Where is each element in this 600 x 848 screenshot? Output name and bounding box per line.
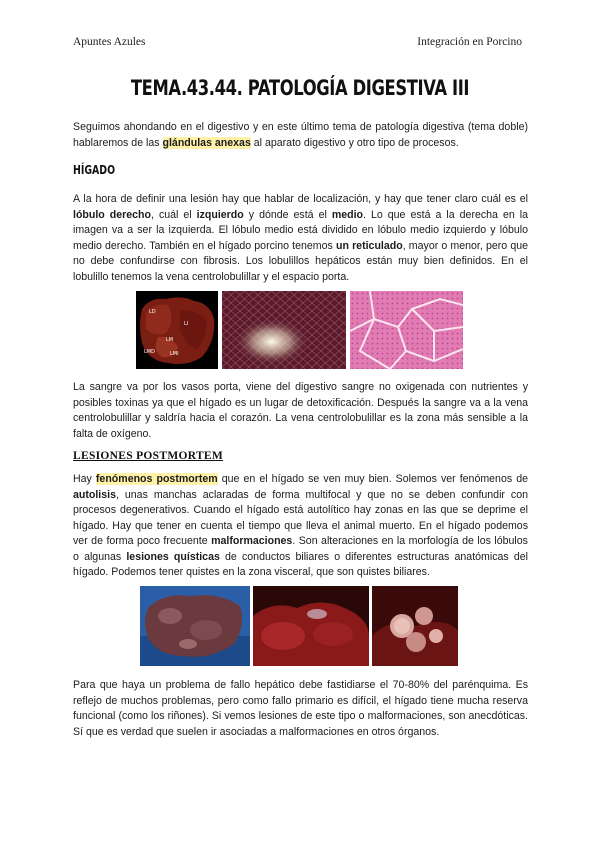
lobe-label-lmi: LMI — [170, 351, 179, 357]
p4-text-4: . Son alteraciones en la morfología de los lóbulos o algunas — [73, 535, 528, 563]
lobular-reticulation-illustration — [222, 291, 346, 369]
header-right: Integración en Porcino — [417, 36, 522, 48]
subsection-heading-postmortem: LESIONES POSTMORTEM — [73, 450, 224, 462]
p4-bold-2: malformaciones — [211, 535, 293, 547]
page-title: TEMA.43.44. PATOLOGÍA DIGESTIVA III — [130, 76, 470, 100]
p2-bold-3: medio — [331, 208, 364, 221]
lobe-label-li: LI — [184, 321, 189, 327]
postmortem-paragraph — [73, 472, 528, 581]
p2-bold-4: un reticulado — [335, 239, 403, 252]
hepatic-failure-paragraph: Para que haya un problema de fallo hepático debe fastidiarse el 70-80% del parénquima. Es reflejo de muchos problemas, pero como fallo primario es difícil, el hígado tiene mucha reserva funcional (como los riñones). Si vemos lesiones de este tipo o malformaciones, son anecdóticas. Sí que es verdad que suelen ir asociadas a malformaciones en otros órganos. — [73, 679, 528, 738]
p4-bold-1: autolisis — [73, 488, 116, 501]
p2-text-3: y dónde está el — [243, 208, 332, 221]
liver-histology-illustration — [350, 291, 463, 369]
lobular-reticulation-photo — [222, 291, 346, 369]
autolysis-liver-photo — [140, 586, 250, 666]
p2-bold-2: izquierdo — [196, 208, 244, 221]
liver-anatomy-paragraph — [73, 192, 528, 285]
biliary-cyst-illustration — [372, 586, 458, 666]
lobe-label-lmd: LMD — [144, 349, 155, 355]
intro-highlight: glándulas anexas — [162, 136, 251, 149]
liver-histology-photo — [350, 291, 463, 369]
biliary-cyst-photo — [372, 586, 458, 666]
lobe-label-ld: LD — [149, 309, 156, 315]
p4-bold-3: lesiones quísticas — [126, 550, 220, 563]
p4-text-1: Hay — [73, 473, 96, 485]
p2-bold-1: lóbulo derecho — [73, 208, 151, 221]
intro-text-2: al aparato digestivo y otro tipo de procesos. — [250, 136, 459, 149]
section-heading-higado: HÍGADO — [73, 162, 116, 177]
lobe-label-lm: LM — [166, 337, 174, 343]
liver-lobes-illustration — [136, 291, 218, 369]
intro-paragraph — [73, 120, 528, 151]
p4-text-3: , unas manchas aclaradas de forma multifocal y que no se deben confundir con procesos degenerativos. Cuando el hígado está autolítico hay zonas en las que se deprime el hígado. Hay que tener en cuenta el tiempo que lleva el animal muerto. En el hígado podemos ver de forma poco frecuente — [73, 488, 528, 547]
blood-flow-paragraph: La sangre va por los vasos porta, viene del digestivo sangre no oxigenada con nutrientes y posibles toxinas ya que el hígado es un lugar de detoxificación. Después la sangre va a la vena centrolobulillar y saldría hacia el corazón. La vena centrolobulillar es la zona más sensible a la falta de oxígeno. — [73, 381, 528, 440]
p2-text-2: , cuál el — [151, 208, 197, 221]
p4-text-5: de conductos biliares o diferentes estructuras anatómicas del hígado. Podemos tener quistes en la zona visceral, que son quistes biliares. — [73, 550, 529, 578]
p2-text-5: , mayor o menor, pero que no debe confundirse con fibrosis. Los lobulillos hepáticos están muy bien definidos. En el lobulillo tenemos la vena centrolobulillar y el espacio porta. — [73, 239, 529, 283]
p2-text-1: A la hora de definir una lesión hay que hablar de localización, y hay que tener claro cuál es el — [73, 193, 528, 205]
liver-lobes-photo — [136, 291, 218, 369]
header-left: Apuntes Azules — [73, 36, 146, 48]
intro-text-1: Seguimos ahondando en el digestivo y en este último tema de patología digestiva (tema doble) hablaremos de las — [73, 121, 528, 149]
autolysis-liver-illustration — [140, 586, 250, 666]
p4-text-2: que en el hígado se ven muy bien. Solemos ver fenómenos de — [217, 473, 528, 485]
malformation-liver-illustration — [253, 586, 369, 666]
p4-highlight: fenómenos postmortem — [95, 473, 218, 485]
p2-text-4: . Lo que está a la derecha en la imagen va a ser la izquierda. El lóbulo medio está dividido en lóbulo medio izquierdo y lóbulo medio derecho. También en el hígado porcino tenemos — [73, 208, 528, 252]
malformation-liver-photo — [253, 586, 369, 666]
